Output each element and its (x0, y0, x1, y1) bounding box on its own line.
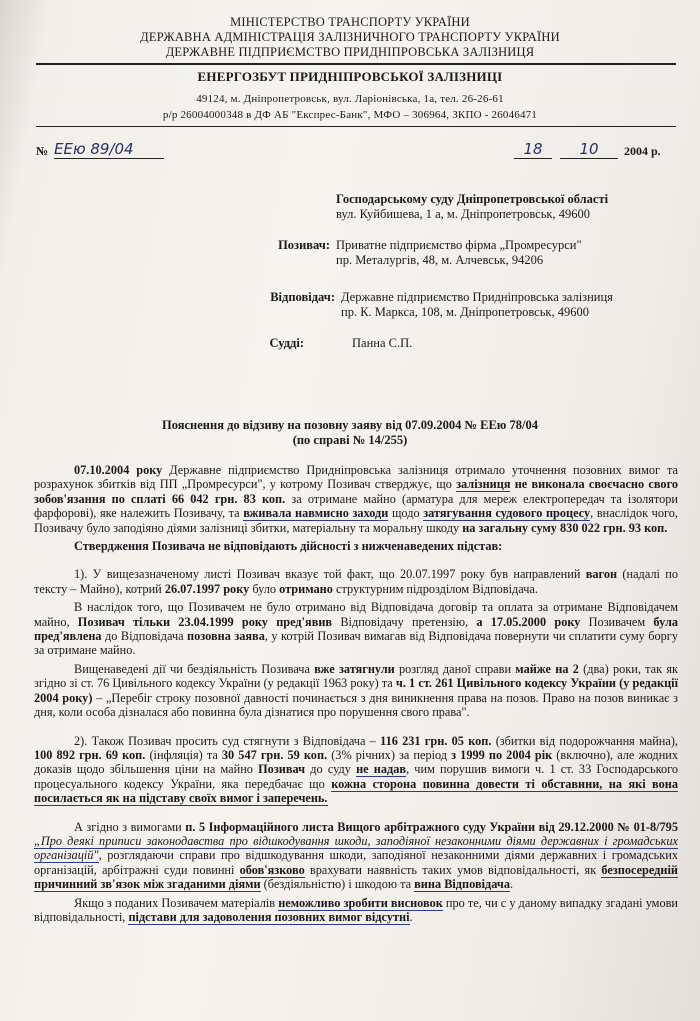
paragraph-4: В наслідок того, що Позивачем не було отримано від Відповідача договір та оплата за отримане Відповідачем майно, Позивач тільки 23.04.1999 року пред'явив Відповідачу претензію, а 17.05.2000 року Позивачем була пред'явлена до Відповідача позовна заява, у котрій Позивач вимагав від Відповідача повернути чи сплатити суму боргу за отримане майно. (34, 600, 678, 658)
plaintiff-label: Позивач: (278, 238, 330, 252)
defendant-label: Відповідач: (270, 290, 335, 304)
paragraph-5: Вищенаведені дії чи бездіяльність Позивача вже затягнули розгляд даної справи майже на 2 (два) роки, так як згідно зі ст. 76 Цивільного кодексу України (у редакції 1963 року) та ч. 1 ст. 261 Цивільного кодексу України (у редакції 2004 року) – „Перебіг строку позовної давності починається з дня виникнення права на позов. Право на позов виникає з дня, коли особа дізналася або повинна була дізнатися про порушення свого права". (34, 661, 678, 720)
document-body (34, 463, 678, 928)
court-address: вул. Куйбишева, 1 а, м. Дніпропетровськ, 49600 (336, 207, 590, 221)
date-day: 18 (514, 140, 552, 159)
plaintiff-name: Приватне підприємство фірма „Промресурси" (336, 238, 582, 252)
date-year: 2004 р. (624, 144, 661, 158)
paragraph-8: Якщо з поданих Позивачем матеріалів неможливо зробити висновок про те, чи с у даному випадку згадані умови відповідальності, підстави для задоволення позовних вимог відсутні. (34, 895, 678, 924)
defendant-address: пр. К. Маркса, 108, м. Дніпропетровськ, 49600 (341, 305, 589, 319)
enterprise-heading: ДЕРЖАВНЕ ПІДПРИЄМСТВО ПРИДНІПРОВСЬКА ЗАЛІЗНИЦЯ (165, 45, 535, 59)
document-title: Пояснення до відзиву на позовну заяву від 07.09.2004 № ЕЕю 78/04 (162, 418, 538, 432)
date-month: 10 (560, 140, 618, 159)
judge-name: Панна С.П. (352, 336, 413, 350)
outgoing-number: ЕЕю 89/04 (54, 140, 164, 159)
header-bank-details: р/р 26004000348 в ДФ АБ "Експрес-Банк", МФО – 306964, ЗКПО - 26046471 (162, 109, 538, 121)
plaintiff-address: пр. Металургів, 48, м. Алчевськ, 94206 (336, 253, 544, 267)
header-rule-top (36, 63, 676, 65)
department-heading: ЕНЕРГОЗБУТ ПРИДНІПРОВСЬКОЇ ЗАЛІЗНИЦІ (197, 69, 503, 84)
ministry-heading: МІНІСТЕРСТВО ТРАНСПОРТУ УКРАЇНИ (230, 15, 470, 29)
administration-heading: ДЕРЖАВНА АДМІНІСТРАЦІЯ ЗАЛІЗНИЧНОГО ТРАНСПОРТУ УКРАЇНИ (140, 30, 560, 44)
paragraph-3: 1). У вищезазначеному листі Позивач вказує той факт, що 20.07.1997 року був направлений вагон (надалі по тексту – Майно), котрий 26.07.1997 року було отримано структурним підрозділом Відповідача. (34, 567, 679, 596)
number-label: № (36, 144, 49, 158)
defendant-name: Державне підприємство Придніпровська залізниця (341, 290, 613, 304)
reference-row (36, 140, 676, 164)
judge-label: Судді: (269, 336, 304, 350)
header-address: 49124, м. Дніпропетровськ, вул. Ларіонівська, 1а, тел. 26-26-61 (196, 93, 504, 105)
case-number: (по справі № 14/255) (292, 433, 408, 447)
court-name: Господарському суду Дніпропетровської області (336, 192, 609, 206)
paragraph-1: 07.10.2004 року Державне підприємство Придніпровська залізниця отримало уточнення позовних вимог та розрахунок збитків від ПП „Промресурси", у котрому Позивач стверджує, що залізниця не виконала своєчасно свого зобов'язання по сплаті 66 042 грн. 83 коп. за отримане майно (арматура для мереж електропередач та ізолятори фарфорові), яке належить Позивачу, та вживала навмисно заходи щодо затягування судового процесу, внаслідок чого, Позивачу було заподіяно діями залізниці збитки, матеріальну та моральну шкоду на загальну суму 830 022 грн. 93 коп. (34, 463, 678, 535)
paragraph-6: 2). Також Позивач просить суд стягнути з Відповідача – 116 231 грн. 05 коп. (збитки від подорожчання майна), 100 892 грн. 69 коп. (інфляція) та 30 547 грн. 59 коп. (3% річних) за період з 1999 по 2004 рік (включно), але жодних доказів щодо збільшення ціни на майно Позивач до суду не надав, чим порушив вимоги ч. 1 ст. 33 Господарського процесуального кодексу України, яка передбачає що кожна сторона повинна довести ті обставини, на які вона посилається як на підставу своїх вимог і заперечень. (34, 733, 679, 806)
paragraph-7: А згідно з вимогами п. 5 Інформаційного листа Вищого арбітражного суду України від 29.12.2000 № 01-8/795 „Про деякі приписи законодавства про відшкодування шкоди, заподіяної незаконними діями державних і громадських організацій", розглядаючи справи про відшкодування шкоди, заподіяної незаконними діями державних і громадських організацій, арбітражні суди повинні обов'язково врахувати наявність таких умов відповідальності, як безпосередній причинний зв'язок між згаданими діями (бездіяльністю) і шкодою та вина Відповідача. (34, 819, 678, 892)
paragraph-2: Ствердження Позивача не відповідають дійсності з нижченаведених підстав: (74, 539, 503, 554)
header-rule-bottom (36, 126, 676, 127)
